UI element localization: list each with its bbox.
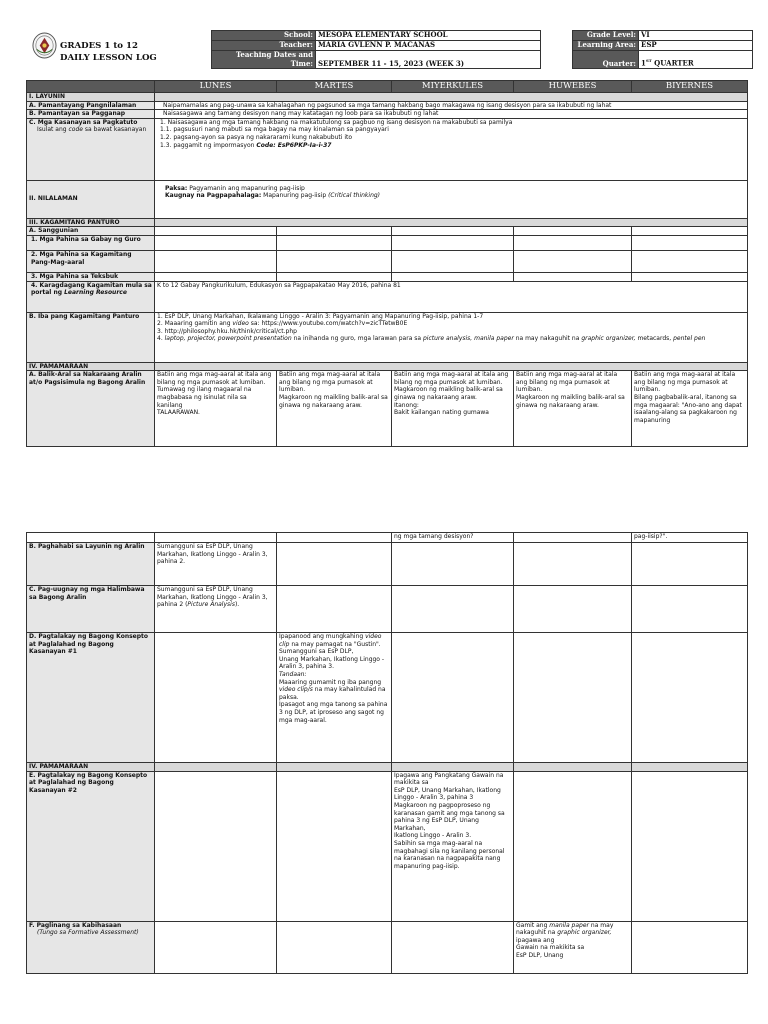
balik-aral-biyernes: Batiin ang mga mag-aaral at itala ang bilang ng mga pumasok at lumiban. Bilang pagbabalik-aral, itanong sa mga magaaral: "Ano-ano ang dapat isaalang-alang sa pagkakaroon ng mapanuring (632, 371, 748, 447)
day-martes: MARTES (277, 81, 392, 93)
pagtalakay-1-label: D. Pagtalakay ng Bagong Konsepto at Paglalahad ng Bagong Kasanayan #1 (27, 633, 155, 763)
iba-pang-kagamitan-label: B. Iba pang Kagamitang Panturo (27, 312, 155, 362)
pamamaraan-heading: IV. PAMAMARAAN (27, 362, 155, 371)
area-label: Learning Area: (573, 41, 639, 51)
lesson-log-table (26, 80, 748, 447)
kasanayan-text: 1. Naisasagawa ang mga tamang hakbang na makatutulong sa pagbuo ng isang desisyon na makabubuti sa pamilya 1.1. pagsusuri nang mabuti sa mga bagay na may kinalaman sa pangyayari 1.2. pagsang-ayon sa pasya ng nakararami kung nakabubuti ito 1.3. paggamit ng impormasyon Code: EsP6PKP-Ia-i-37 (155, 118, 748, 180)
balik-aral-lunes: Batiin ang mga mag-aaral at itala ang bilang ng mga pumasok at lumiban. Tumawag ng ilang magaaral na magbabasa ng isinulat nila sa kanilang TALAARAWAN. (155, 371, 277, 447)
title-line-2: DAILY LESSON LOG (60, 53, 157, 63)
school-label: School: (212, 31, 316, 41)
pag-uugnay-lunes: Sumangguni sa EsP DLP, Unang Markahan, Ikatlong Linggo - Aralin 3, pahina 2 (Picture Analysis). (155, 586, 277, 633)
day-lunes: LUNES (155, 81, 277, 93)
day-huwebes: HUWEBES (514, 81, 632, 93)
grade-value: VI (639, 31, 753, 41)
deped-seal-logo (32, 32, 57, 59)
teacher-value: MARIA GVLENN P. MACANAS (316, 41, 541, 51)
dates-value: SEPTEMBER 11 - 15, 2023 (WEEK 3) (316, 51, 541, 69)
nilalaman-text: Paksa: Pagyamanin ang mapanuring pag-iisip Kaugnay na Pagpapahalaga: Mapanuring pag-iisip (Critical thinking) (155, 180, 748, 218)
iba-pang-kagamitan-text: 1. EsP DLP, Unang Markahan, Ikalawang Linggo - Aralin 3: Pagyamanin ang Mapanuring Pag-iisip, pahina 1-7 2. Maaaring gamitin ang video sa: https://www.youtube.com/watch?v=zicTTetwB0E 3. http://philosophy.hku.hk/think/critical/ct.php 4. laptop, projector, powerpoint presentation na inihanda ng guro, mga larawan para sa picture analysis, manila paper na may nakaguhit na graphic organizer, metacards, pentel pen (155, 312, 748, 362)
pamantayang-pangnilalaman-label: A. Pamantayang Pangnilalaman (27, 101, 155, 110)
kagamitang-pang-mag-aaral-label: 2. Mga Pahina sa Kagamitang Pang-Mag-aaral (27, 250, 155, 272)
document-title (60, 40, 157, 64)
layunin-heading: I. LAYUNIN (27, 93, 155, 102)
header-meta-table (211, 30, 753, 69)
day-biyernes: BIYERNES (632, 81, 748, 93)
pamantayang-pangnilalaman-text: Naipamamalas ang pag-unawa sa kahalagahan ng pagsunod sa mga tamang hakbang bago makagawa ng isang desisyon para sa ikabubuti ng lahat (155, 101, 748, 110)
day-header-row (27, 81, 748, 93)
balik-aral-miyerkules: Batiin ang mga mag-aaral at itala ang bilang ng mga pumasok at lumiban. Magkaroon ng maikling balik-aral sa ginawa ng nakaraang araw. Itanong: Bakit kailangan nating gumawa (392, 371, 514, 447)
pag-uugnay-label: C. Pag-uugnay ng mga Halimbawa sa Bagong Aralin (27, 586, 155, 633)
cont-biyernes: pag-iisip?". (632, 533, 748, 543)
area-value: ESP (639, 41, 753, 51)
quarter-label: Quarter: (573, 51, 639, 69)
school-value: MESOPA ELEMENTARY SCHOOL (316, 31, 541, 41)
lesson-log-table-continued (26, 532, 748, 974)
quarter-value: 1ST QUARTER (639, 51, 753, 69)
paglinang-huwebes: Gamit ang manila paper na may nakaguhit na graphic organizer, ipagawa ang Gawain na makikita sa EsP DLP, Unang (514, 921, 632, 973)
paglinang-label: F. Paglinang sa Kabihasaan (Tungo sa Formative Assessment) (27, 921, 155, 973)
balik-aral-huwebes: Batiin ang mga mag-aaral at itala ang bilang ng mga pumasok at lumiban. Magkaroon ng maikling balik-aral sa ginawa ng nakaraang araw. (514, 371, 632, 447)
teksbuk-label: 3. Mga Pahina sa Teksbuk (27, 272, 155, 281)
pamamaraan-heading-2: IV. PAMAMARAAN (27, 763, 155, 772)
dates-label: Teaching Dates and Time: (212, 51, 316, 69)
pamantayan-pagganap-text: Naisasagawa ang tamang desisyon nang may katatagan ng loob para sa ikabubuti ng lahat (155, 110, 748, 119)
karagdagang-kagamitan-text: K to 12 Gabay Pangkurikulum, Edukasyon sa Pagpapakatao May 2016, pahina 81 (155, 281, 748, 312)
day-miyerkules: MIYERKULES (392, 81, 514, 93)
pagtalakay-2-label: E. Pagtalakay ng Bagong Konsepto at Paglalahad ng Bagong Kasanayan #2 (27, 771, 155, 921)
sanggunian-label: A. Sanggunian (27, 227, 155, 236)
balik-aral-label: A. Balik-Aral sa Nakaraang Aralin at/o Pagsisimula ng Bagong Aralin (27, 371, 155, 447)
nilalaman-label: II. NILALAMAN (27, 180, 155, 218)
balik-aral-martes: Batiin ang mga mag-aaral at itala ang bilang ng mga pumasok at lumiban. Magkaroon ng maikling balik-aral sa ginawa ng nakaraang araw. (277, 371, 392, 447)
teacher-label: Teacher: (212, 41, 316, 51)
grade-label: Grade Level: (573, 31, 639, 41)
cont-miyerkules: ng mga tamang desisyon? (392, 533, 514, 543)
pagtalakay-2-miyerkules: Ipagawa ang Pangkatang Gawain na makikita sa EsP DLP, Unang Markahan, Ikatlong Linggo - Aralin 3, pahina 3 Magkaroon ng pagpoproseso ng karanasan gamit ang mga tanong sa pahina 3 ng EsP DLP, Unang Markahan, Ikatlong Linggo - Aralin 3. Sabihin sa mga mag-aaral na magbahagi sila ng kanilang personal na karanasan na nagpapakita nang mapanuring pag-iisip. (392, 771, 514, 921)
kasanayan-label: C. Mga Kasanayan sa Pagkatuto Isulat ang code sa bawat kasanayan (27, 118, 155, 180)
paghahabi-label: B. Paghahabi sa Layunin ng Aralin (27, 543, 155, 586)
kagamitan-heading: III. KAGAMITANG PANTURO (27, 218, 155, 227)
title-line-1: GRADES 1 to 12 (60, 41, 138, 51)
pamantayan-pagganap-label: B. Pamantayan sa Pagganap (27, 110, 155, 119)
gabay-guro-label: 1. Mga Pahina sa Gabay ng Guro (27, 235, 155, 250)
paghahabi-lunes: Sumangguni sa EsP DLP, Unang Markahan, Ikatlong Linggo - Aralin 3, pahina 2. (155, 543, 277, 586)
karagdagang-kagamitan-label: 4. Karagdagang Kagamitan mula sa portal ng Learning Resource (27, 281, 155, 312)
pagtalakay-1-martes: Ipapanood ang mungkahing video clip na may pamagat na "Gustin". Sumangguni sa EsP DLP, Unang Markahan, Ikatlong Linggo - Aralin 3, pahina 3. Tandaan: Maaaring gumamit ng iba pangng video clip/s na may kahalintulad na paksa. Ipasagot ang mga tanong sa pahina 3 ng DLP, at iproseso ang sagot ng mga mag-aaral. (277, 633, 392, 763)
